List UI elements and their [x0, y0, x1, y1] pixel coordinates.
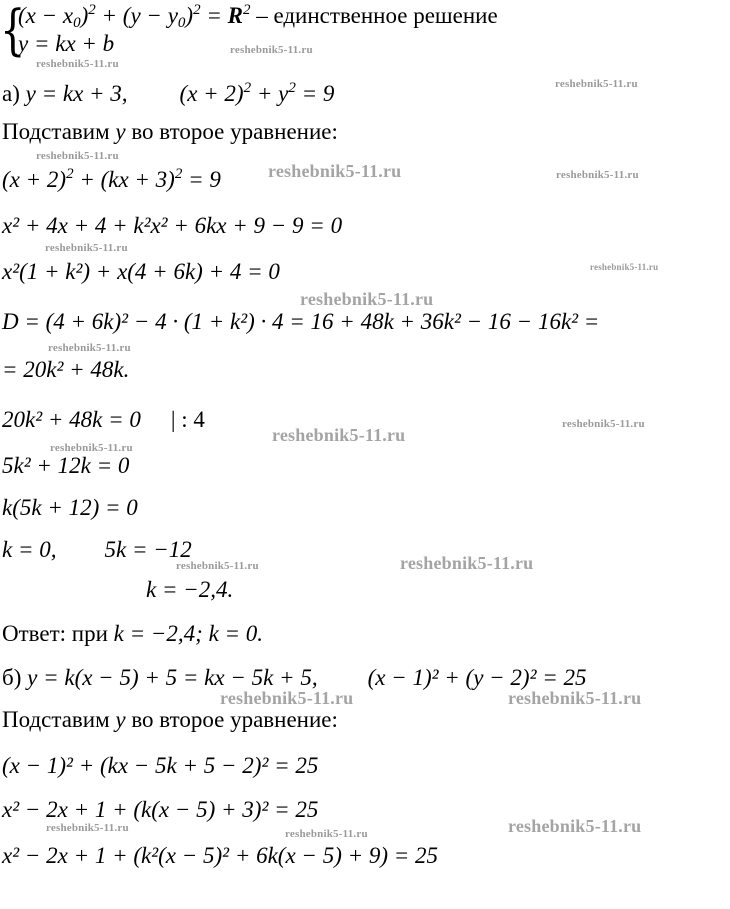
equation-line-5: x² + 4x + 4 + k²x² + 6kx + 9 − 9 = 0: [2, 213, 343, 238]
substitute-text-b: Подставим y во второе уравнение:: [2, 707, 338, 732]
equation-line-11: k(5k + 12) = 0: [2, 495, 138, 520]
watermark: reshebnik5-11.ru: [230, 44, 313, 56]
equation-line-12: k = 0, 5k = −12: [2, 537, 192, 562]
watermark: reshebnik5-11.ru: [400, 553, 534, 573]
equation-line-9: 20k² + 48k = 0 | : 4: [2, 407, 205, 432]
watermark: reshebnik5-11.ru: [508, 688, 642, 708]
part-b-header: б) y = k(x − 5) + 5 = kx − 5k + 5, (x − 1)² + (y − 2)² = 25: [2, 665, 587, 690]
watermark: reshebnik5-11.ru: [36, 58, 119, 70]
discriminant-line: D = (4 + 6k)² − 4 · (1 + k²) · 4 = 16 + 48k + 36k² − 16 − 16k² =: [2, 309, 600, 334]
watermark: reshebnik5-11.ru: [50, 442, 133, 454]
watermark: reshebnik5-11.ru: [48, 342, 131, 354]
watermark: reshebnik5-11.ru: [285, 828, 368, 840]
watermark: reshebnik5-11.ru: [46, 822, 129, 834]
watermark: reshebnik5-11.ru: [220, 688, 354, 708]
equation-line-4: $(x + 2)^2 + (kx + 3)^2 = 9$: [2, 166, 221, 192]
discriminant-result: = 20k² + 48k.: [2, 357, 130, 382]
watermark: reshebnik5-11.ru: [590, 262, 659, 272]
watermark: reshebnik5-11.ru: [508, 816, 642, 836]
equation-line-6: x²(1 + k²) + x(4 + 6k) + 4 = 0: [2, 259, 280, 284]
equation-line-16: (x − 1)² + (kx − 5k + 5 − 2)² = 25: [2, 753, 319, 778]
watermark: reshebnik5-11.ru: [562, 418, 645, 430]
system-line-2: y = kx + b: [18, 31, 115, 56]
system-line-1: $(x - x_0)^2 + (y - y_0)^2 = R^2$ – единственное решение: [18, 2, 498, 31]
equation-line-18: x² − 2x + 1 + (k²(x − 5)² + 6k(x − 5) + 9) = 25: [2, 843, 439, 868]
watermark: reshebnik5-11.ru: [556, 169, 639, 181]
watermark: reshebnik5-11.ru: [272, 425, 406, 445]
system-brace: {: [0, 0, 26, 63]
substitute-text-a: Подставим y во второе уравнение:: [2, 119, 338, 144]
part-a-header: а) y = kx + 3, $(x + 2)^2 + y^2 = 9$: [2, 80, 335, 106]
watermark: reshebnik5-11.ru: [36, 150, 119, 162]
equation-line-13: k = −2,4.: [146, 577, 234, 602]
system-note: – единственное решение: [250, 3, 498, 28]
watermark: reshebnik5-11.ru: [176, 560, 259, 572]
equation-line-10: 5k² + 12k = 0: [2, 453, 130, 478]
watermark: reshebnik5-11.ru: [555, 78, 638, 90]
answer-a: Ответ: при k = −2,4; k = 0.: [2, 621, 264, 646]
watermark: reshebnik5-11.ru: [268, 161, 402, 181]
watermark: reshebnik5-11.ru: [45, 242, 128, 254]
equation-line-17: x² − 2x + 1 + (k(x − 5) + 3)² = 25: [2, 797, 319, 822]
watermark: reshebnik5-11.ru: [300, 289, 434, 309]
